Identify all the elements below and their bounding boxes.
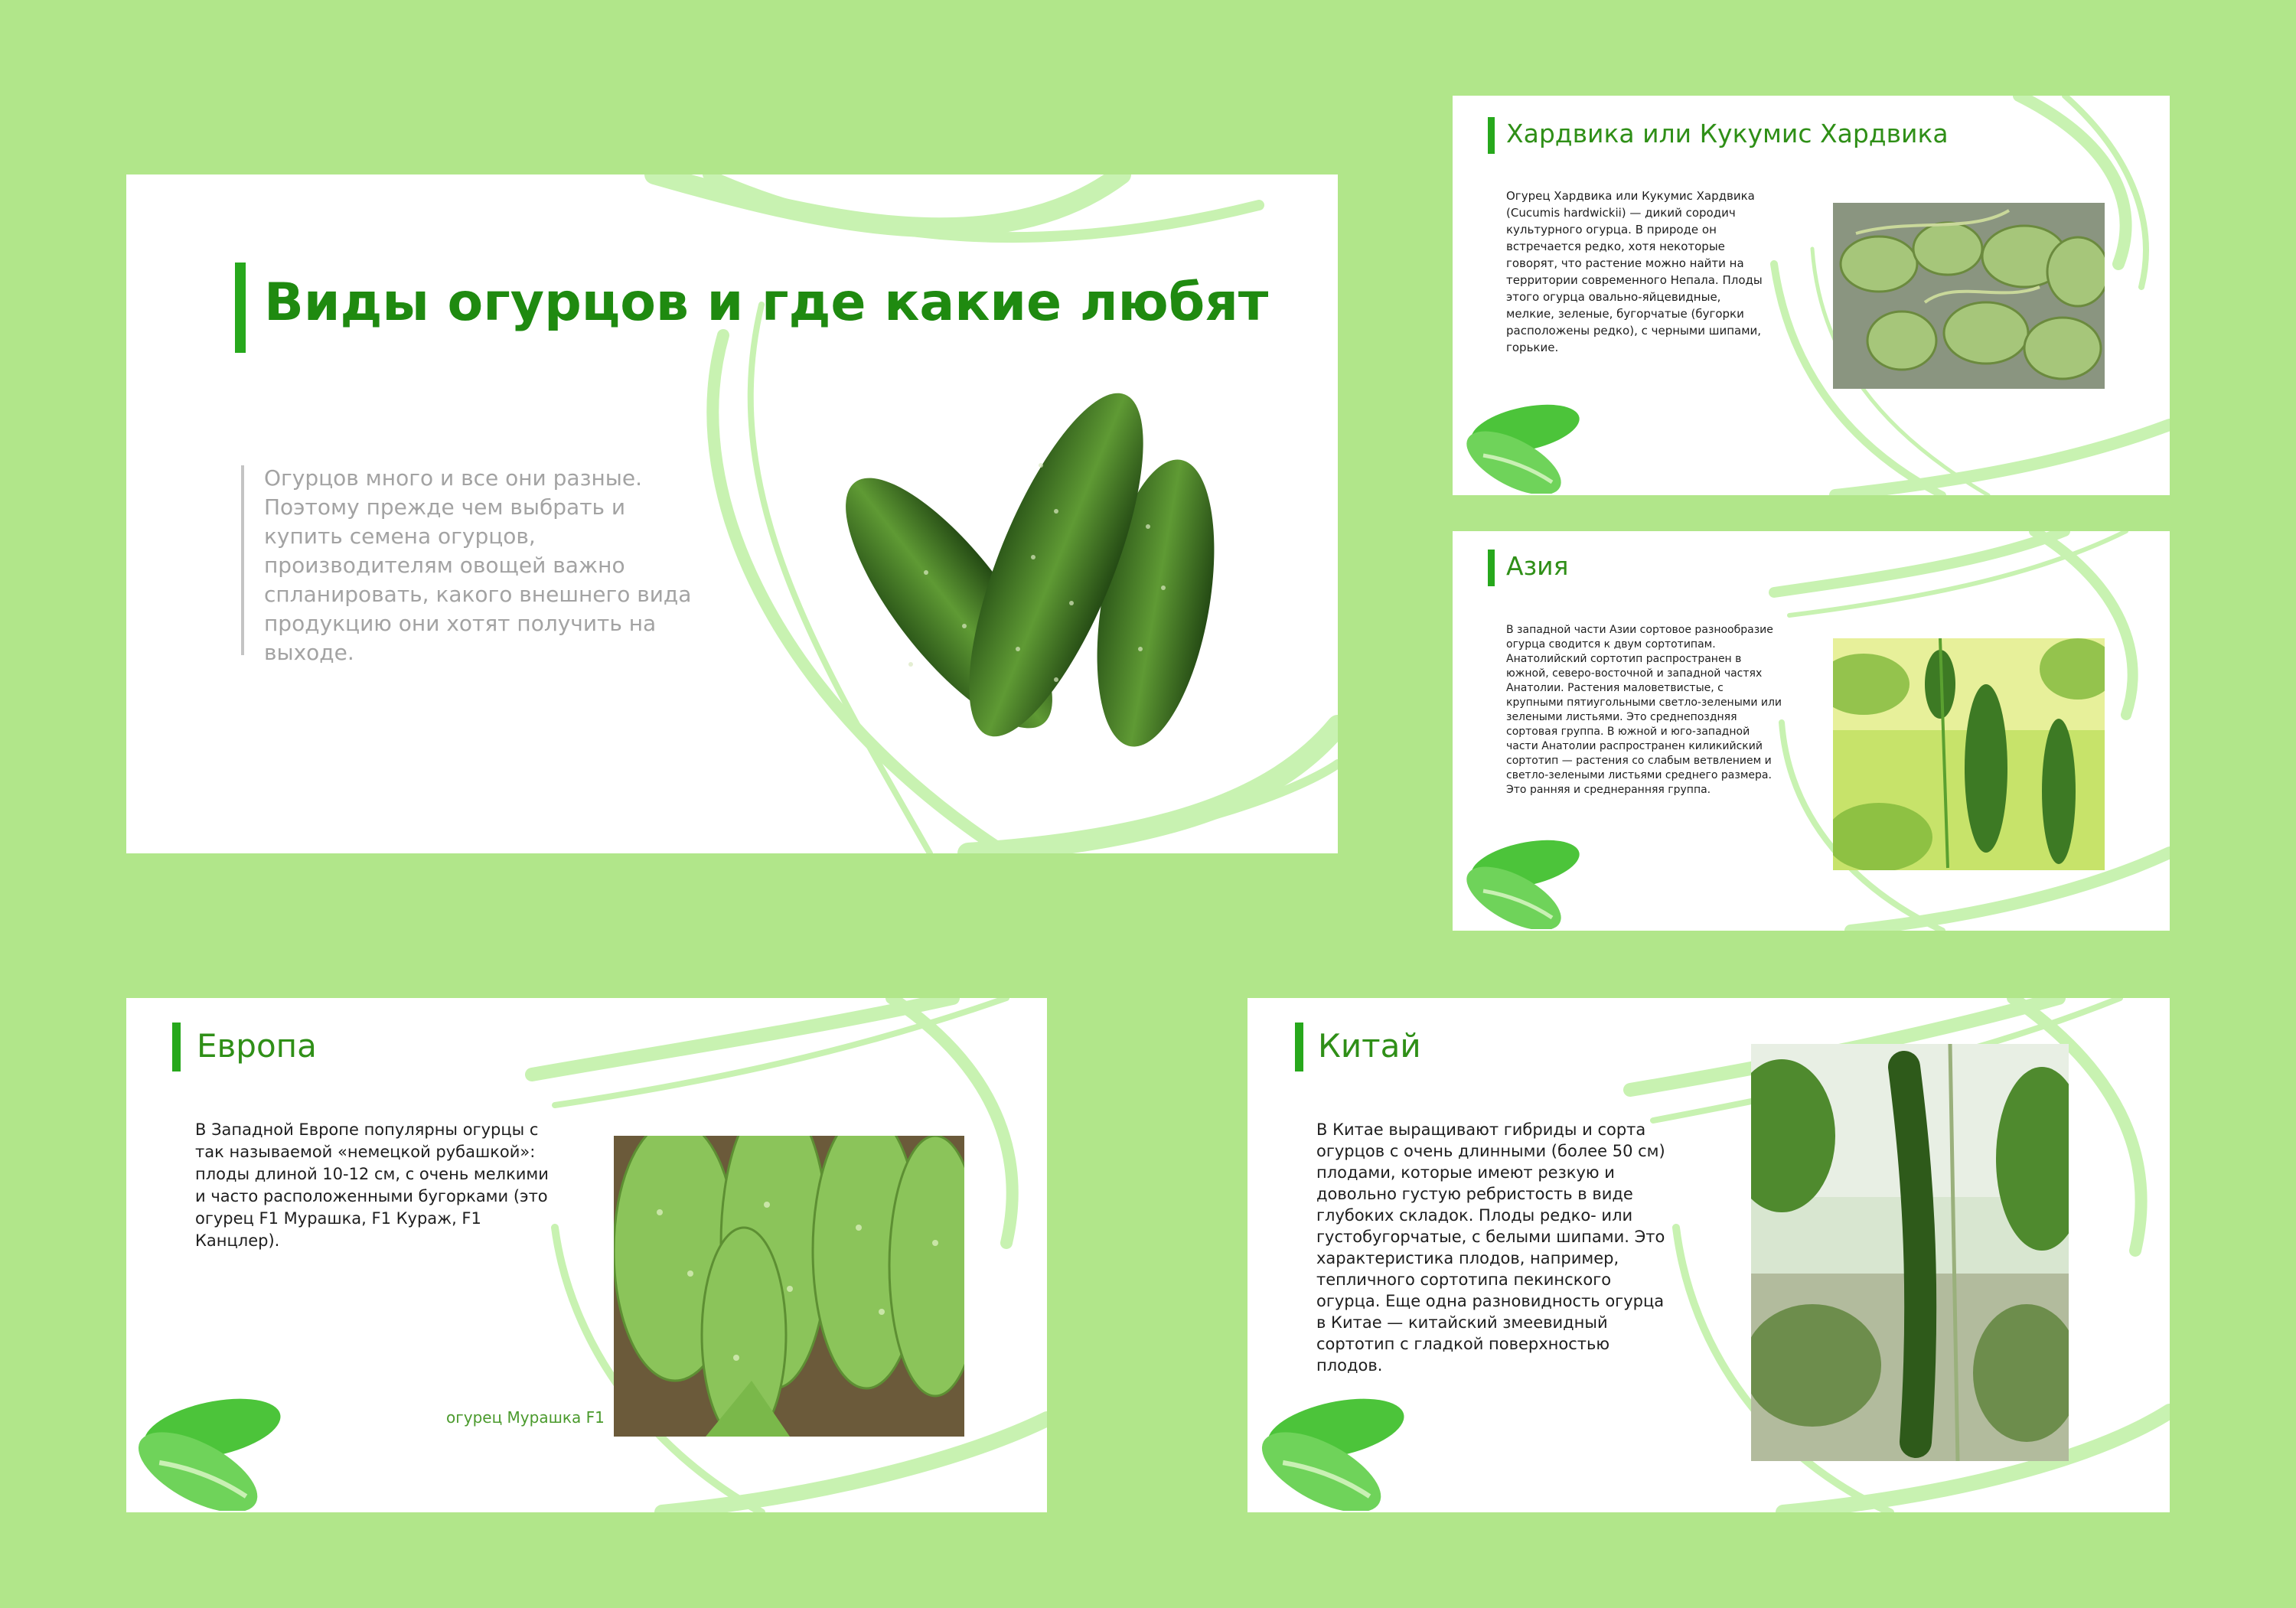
slide-text: В Западной Европе популярны огурцы с так называемой «немецкой рубашкой»: плоды длиной 10-12 см, с очень мелкими и часто расположенными бугорками (это огурец F1 Мурашка, F1 Кураж, F1 Канцлер). — [195, 1120, 549, 1250]
asia-cucumber-photo — [1833, 638, 2105, 870]
slide-text: Огурец Хардвика или Кукумис Хардвика (Cucumis hardwickii) — дикий сородич культурного огурца. В природе он встречается редко, хотя некоторые говорят, что растение можно найти на территории современного Непала. Плоды этого огурца овально-яйцевидные, мелкие, зеленые, бугорчатые (бугорки расположены редко), с черными шипами, горькие. — [1506, 189, 1763, 354]
slide-title: Европа — [197, 1027, 317, 1065]
china-slide — [1247, 998, 2170, 1512]
intro-text: Огурцов много и все они разные. Поэтому прежде чем выбрать и купить семена огурцов, производителям овощей важно спланировать, какого внешнего вида продукцию они хотят получить на выходе. — [264, 465, 692, 665]
photo-caption: огурец Мурашка F1 — [446, 1408, 605, 1427]
slide-text: В западной части Азии сортовое разнообразие огурца сводится к двум сортотипам. Анатолийский сортотип распространен в южной, северо-восточной и западной частях Анатолии. Растения маловетвистые, с крупными пятиугольными светло-зелеными или зелеными листьями. Это среднепоздняя сортовая группа. В южной и юго-западной части Анатолии распространен киликийский сортотип — растения со слабым ветвлением и светло-зелеными листьями среднего размера. Это ранняя и среднеранняя группа. — [1506, 624, 1782, 796]
title-accent-bar — [172, 1023, 181, 1071]
cucumbers-photo — [827, 373, 1255, 771]
cucumber-icon — [130, 1381, 295, 1511]
cucumber-icon — [1460, 826, 1590, 929]
cucumber-icon — [1254, 1381, 1418, 1511]
hardwicke-cucumber-photo — [1833, 203, 2105, 389]
title-accent-bar — [1488, 117, 1495, 154]
page-title: Виды огурцов и где какие любят — [264, 272, 1269, 333]
intro-quote-line — [241, 465, 244, 655]
slide-title: Азия — [1506, 551, 1569, 581]
title-accent-bar — [1295, 1023, 1303, 1071]
china-cucumber-photo — [1751, 1044, 2069, 1461]
europe-slide — [126, 998, 1047, 1512]
cucumber-icon — [1460, 390, 1590, 494]
main-title-slide — [126, 174, 1338, 853]
title-accent-bar — [1488, 550, 1495, 586]
hardwicke-slide — [1453, 96, 2170, 495]
slide-title: Хардвика или Кукумис Хардвика — [1506, 119, 1949, 148]
title-accent-bar — [235, 263, 246, 353]
europe-cucumber-photo — [614, 1136, 964, 1437]
asia-slide — [1453, 531, 2170, 931]
slide-title: Китай — [1318, 1027, 1421, 1065]
slide-text: В Китае выращивают гибриды и сорта огурцов с очень длинными (более 50 см) плодами, которые имеют резкую и довольно густую ребристость в виде глубоких складок. Плоды редко- или густобугорчатые, с белыми шипами. Это характеристика плодов, например, тепличного сортотипа пекинского огурца. Еще одна разновидность огурца в Китае — китайский змеевидный сортотип с гладкой поверхностью плодов. — [1316, 1120, 1665, 1375]
